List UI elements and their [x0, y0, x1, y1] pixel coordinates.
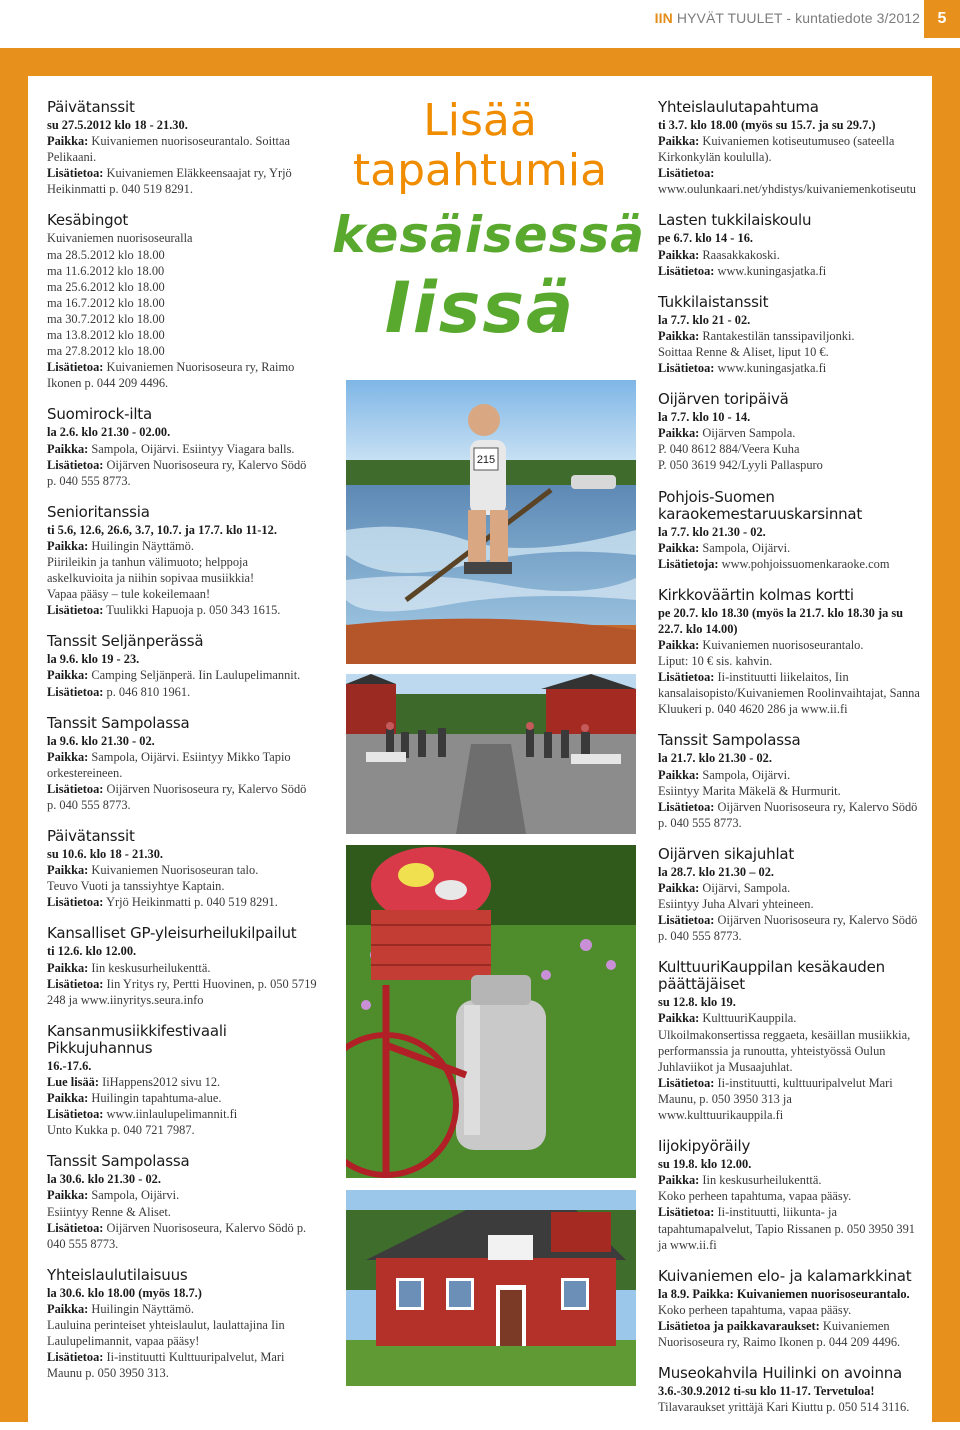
- detail-text: Ii-instituutti, kulttuuripalvelut Mari Maunu, p. 050 3950 313 ja www.kulttuurikauppila.fi: [658, 1075, 893, 1123]
- event-block: [658, 391, 920, 473]
- event-title: Museokahvila Huilinki on avoinna: [658, 1364, 903, 1383]
- event-detail-line: [47, 230, 317, 246]
- detail-label: Paikka:: [47, 1091, 89, 1106]
- event-detail-line: [47, 586, 317, 602]
- detail-text: Huilingin Näyttämö.: [88, 538, 194, 553]
- event-detail-line: [47, 749, 317, 781]
- event-detail-line: [658, 783, 920, 799]
- event-block: [47, 1267, 317, 1382]
- detail-label: Lisätietoa:: [47, 1350, 104, 1365]
- headline-line-3: kesäisessä: [332, 206, 645, 264]
- detail-label: Lisätietoa:: [658, 263, 715, 278]
- detail-label: Paikka:: [658, 426, 700, 441]
- event-detail-line: [47, 441, 317, 457]
- event-title: Tukkilaistanssit: [658, 292, 769, 311]
- event-detail-line: [658, 637, 920, 653]
- publication-title: [655, 10, 920, 26]
- detail-text: Kuivaniemen nuorisoseuralla: [47, 231, 193, 246]
- event-title: Pohjois-Suomen karaokemestaruuskarsinnat: [658, 487, 863, 523]
- event-title: Iijokipyöräily: [658, 1137, 751, 1156]
- detail-label: Lisätietoa:: [658, 1205, 715, 1220]
- detail-text: Camping Seljänperä. Iin Laulupelimannit.: [88, 668, 301, 683]
- event-detail-line: [47, 133, 317, 165]
- event-detail-line: [47, 343, 317, 359]
- detail-text: Esiintyy Marita Mäkelä & Hurmurit.: [658, 783, 841, 798]
- event-title: KulttuuriKauppilan kesäkauden päättäjäiset: [658, 958, 885, 994]
- event-block: [47, 828, 317, 910]
- event-detail-line: [47, 538, 317, 554]
- event-title: Tanssit Sampolassa: [47, 713, 190, 732]
- detail-text: Sampola, Oijärvi. Esiintyy Mikko Tapio orkestereineen.: [47, 749, 291, 780]
- event-detail-line: [658, 799, 920, 831]
- detail-text: Vapaa pääsy – tule kokeilemaan!: [47, 587, 211, 602]
- detail-label: Paikka:: [47, 1188, 89, 1203]
- event-detail-line: [47, 684, 317, 700]
- detail-text: Huilingin Näyttämö.: [88, 1301, 194, 1316]
- detail-label: Paikka:: [47, 668, 89, 683]
- event-date: su 10.6. klo 18 - 21.30.: [47, 847, 164, 862]
- detail-label: Paikka:: [47, 1301, 89, 1316]
- detail-label: Paikka:: [47, 749, 89, 764]
- detail-text: Raasakkakoski.: [699, 247, 780, 262]
- event-block: [658, 846, 920, 944]
- event-date: la 7.7. klo 21.30 - 02.: [658, 524, 766, 539]
- detail-text: Yrjö Heikinmatti p. 040 519 8291.: [103, 895, 278, 910]
- event-detail-line: [47, 781, 317, 813]
- detail-text: ma 25.6.2012 klo 18.00: [47, 279, 165, 294]
- detail-text: www.oulunkaari.net/yhdistys/kuivaniemenkotiseutu: [658, 182, 916, 197]
- log-rolling-photo: [346, 380, 636, 664]
- detail-label: Paikka:: [658, 637, 700, 652]
- event-detail-line: [47, 279, 317, 295]
- event-block: [47, 1153, 317, 1251]
- event-date: ti 12.6. klo 12.00.: [47, 944, 137, 959]
- detail-text: www.iinlaulupelimannit.fi: [103, 1107, 238, 1122]
- event-detail-line: [47, 311, 317, 327]
- event-detail-line: [47, 327, 317, 343]
- headline-line-1: Lisää: [423, 95, 537, 146]
- event-title: Yhteislaulutilaisuus: [47, 1265, 188, 1284]
- detail-text: Ii-instituutti Kulttuuripalvelut, Mari Maunu p. 050 3950 313.: [47, 1350, 285, 1381]
- detail-label: Paikka:: [658, 540, 700, 555]
- detail-text: Oijärvi, Sampola.: [699, 881, 791, 895]
- event-title: Kesäbingot: [47, 211, 129, 230]
- event-detail-line: [47, 247, 317, 263]
- detail-text: p. 046 810 1961.: [103, 684, 191, 699]
- detail-label: Lisätietoa:: [658, 1075, 715, 1090]
- event-detail-line: [47, 894, 317, 910]
- detail-text: Kuivaniemen Nuorisoseuran talo.: [88, 863, 259, 878]
- event-detail-line: [658, 1204, 920, 1252]
- event-detail-line: [658, 328, 920, 344]
- detail-text: Ii-instituutti, liikunta- ja tapahtumapalvelut, Tapio Rissanen p. 050 3950 391 ja www.ii.fi: [658, 1205, 916, 1252]
- event-detail-line: [47, 1317, 317, 1349]
- detail-text: ma 13.8.2012 klo 18.00: [47, 328, 165, 343]
- detail-text: Iin keskusurheilukenttä.: [699, 1173, 822, 1188]
- event-detail-line: [47, 1187, 317, 1203]
- detail-label: Lisätietoa:: [47, 457, 104, 472]
- event-detail-line: [658, 1027, 920, 1075]
- detail-label: Paikka:: [658, 1173, 700, 1188]
- event-detail-line: [47, 862, 317, 878]
- event-block: [47, 925, 317, 1007]
- event-detail-line: [47, 1106, 317, 1122]
- detail-text: ma 28.5.2012 klo 18.00: [47, 247, 165, 262]
- detail-label: Paikka:: [658, 134, 700, 149]
- detail-text: Esiintyy Juha Alvari yhteineen.: [658, 897, 814, 912]
- detail-text: Unto Kukka p. 040 721 7987.: [47, 1123, 195, 1138]
- detail-label: Lisätietoa:: [658, 913, 715, 928]
- event-detail-line: [658, 165, 920, 197]
- event-block: [47, 633, 317, 699]
- event-date: la 9.6. klo 19 - 23.: [47, 652, 140, 667]
- right-column: [658, 99, 920, 1430]
- detail-text: ma 16.7.2012 klo 18.00: [47, 295, 165, 310]
- brand-name: IIN: [654, 10, 673, 26]
- event-block: [658, 489, 920, 572]
- event-date: su 12.8. klo 19.: [658, 995, 736, 1010]
- event-date: la 30.6. klo 18.00 (myös 18.7.): [47, 1285, 202, 1300]
- detail-label: Paikka:: [658, 247, 700, 262]
- detail-label: Paikka:: [658, 881, 700, 895]
- detail-label: Paikka:: [658, 767, 700, 782]
- event-detail-line: [658, 1172, 920, 1188]
- event-detail-line: [658, 247, 920, 263]
- detail-label: Lisätietoa:: [658, 799, 715, 814]
- headline: [332, 95, 645, 349]
- detail-text: Kuivaniemen Nuorisoseura ry, Raimo Ikonen p. 044 209 4496.: [47, 360, 295, 391]
- event-detail-line: [658, 896, 920, 912]
- detail-text: Rantakestilän tanssipaviljonki.: [699, 328, 855, 343]
- headline-line-4: Iissä: [384, 267, 576, 349]
- detail-label: Paikka:: [47, 538, 89, 553]
- detail-label: Lisätietoa:: [47, 1220, 104, 1235]
- detail-text: P. 050 3619 942/Lyyli Pallaspuro: [658, 458, 823, 473]
- event-detail-line: [658, 1075, 920, 1123]
- detail-text: Oijärven Nuorisoseura ry, Kalervo Södö p. 040 555 8773.: [47, 457, 307, 488]
- event-detail-line: [47, 1349, 317, 1381]
- event-title: Tanssit Sampolassa: [47, 1152, 190, 1171]
- event-date: la 28.7. klo 21.30 – 02.: [658, 864, 774, 879]
- left-column: [47, 99, 317, 1396]
- event-date: su 27.5.2012 klo 18 - 21.30.: [47, 118, 188, 132]
- detail-text: www.pohjoissuomenkaraoke.com: [718, 556, 890, 571]
- event-detail-line: [47, 1220, 317, 1252]
- detail-text: Ulkoilmakonsertissa reggaeta, kesäillan musiikkia, performanssia ja runoutta, yhteistyössä Oulun Juhlaviikot ja Musaajuhlat.: [658, 1027, 911, 1074]
- detail-text: Oijärven Nuorisoseura ry, Kalervo Södö p. 040 555 8773.: [47, 781, 307, 812]
- detail-label: Lue lisää:: [47, 1074, 99, 1089]
- detail-label: Lisätietoa ja paikkavaraukset:: [658, 1318, 820, 1333]
- publication-subtitle: - kuntatiedote 3/2012: [786, 10, 920, 26]
- bib-number: 215: [476, 454, 496, 466]
- event-title: Kansalliset GP-yleisurheilukilpailut: [47, 924, 297, 943]
- event-detail-line: [47, 1301, 317, 1317]
- event-date: 16.-17.6.: [47, 1058, 92, 1073]
- detail-label: Lisätietoa:: [47, 1107, 104, 1122]
- detail-text: ma 30.7.2012 klo 18.00: [47, 311, 165, 326]
- event-detail-line: [658, 1302, 920, 1318]
- detail-label: Lisätietoa:: [47, 603, 104, 618]
- detail-text: Tuulikki Hapuoja p. 050 343 1615.: [103, 603, 281, 618]
- detail-label: Lisätietoja:: [658, 556, 719, 571]
- event-detail-line: [47, 457, 317, 489]
- event-title: Kuivaniemen elo- ja kalamarkkinat: [658, 1266, 912, 1285]
- detail-label: Lisätietoa:: [47, 895, 104, 910]
- event-title: Päivätanssit: [47, 98, 135, 116]
- event-title: Kansanmusiikkifestivaali Pikkujuhannus: [47, 1021, 227, 1057]
- event-title: Yhteislaulutapahtuma: [658, 98, 819, 116]
- detail-text: www.kuningasjatka.fi: [714, 263, 827, 278]
- detail-text: Koko perheen tapahtuma, vapaa pääsy.: [658, 1189, 852, 1204]
- event-date: la 21.7. klo 21.30 - 02.: [658, 751, 772, 766]
- detail-text: Tilavaraukset yrittäjä Kari Kiuttu p. 050 514 3116.: [658, 1400, 910, 1415]
- detail-text: Liput: 10 € sis. kahvin.: [658, 654, 773, 669]
- detail-text: Sampola, Oijärvi.: [699, 540, 791, 555]
- event-date: la 2.6. klo 21.30 - 02.00.: [47, 425, 171, 440]
- market-crowd-photo: [346, 674, 636, 834]
- detail-text: Iin Yritys ry, Pertti Huovinen, p. 050 5719 248 ja www.iinyritys.seura.info: [47, 976, 317, 1007]
- event-detail-line: [47, 602, 317, 618]
- detail-label: Paikka:: [47, 960, 89, 975]
- event-detail-line: [47, 165, 317, 197]
- detail-label: Paikka:: [47, 441, 89, 456]
- event-date: ti 5.6, 12.6, 26.6, 3.7, 10.7. ja 17.7. klo 11-12.: [47, 522, 277, 537]
- event-detail-line: [658, 1010, 920, 1026]
- detail-text: Koko perheen tapahtuma, vapaa pääsy.: [658, 1302, 852, 1317]
- bicycle-flowers-photo: [346, 845, 636, 1178]
- event-title: Senioritanssia: [47, 502, 150, 521]
- red-house-photo: [346, 1190, 636, 1386]
- page-header: [0, 0, 960, 38]
- page-number: 5: [924, 0, 960, 38]
- event-detail-line: [658, 767, 920, 783]
- event-block: [658, 587, 920, 718]
- event-block: [47, 406, 317, 488]
- detail-text: Oijärven Sampola.: [699, 426, 796, 441]
- event-block: [658, 99, 920, 197]
- event-detail-line: [47, 878, 317, 894]
- detail-text: Sampola, Oijärvi.: [699, 767, 791, 782]
- event-detail-line: [47, 960, 317, 976]
- event-date: pe 20.7. klo 18.30 (myös la 21.7. klo 18.30 ja su 22.7. klo 14.00): [658, 605, 904, 636]
- detail-text: Oijärven Nuorisoseura, Kalervo Södö p. 040 555 8773.: [47, 1220, 307, 1251]
- event-detail-line: [658, 912, 920, 944]
- event-date: pe 6.7. klo 14 - 16.: [658, 231, 753, 246]
- event-detail-line: [658, 133, 920, 165]
- detail-text: Oijärven Nuorisoseura ry, Kalervo Södö p. 040 555 8773.: [658, 799, 918, 830]
- detail-text: Kuivaniemen nuorisoseurantalo. Soittaa Pelikaani.: [47, 134, 290, 165]
- event-detail-line: [658, 540, 920, 556]
- detail-text: Kuivaniemen Nuorisoseura ry, Raimo Ikonen p. 044 209 4496.: [658, 1318, 901, 1349]
- event-date: la 7.7. klo 10 - 14.: [658, 410, 751, 425]
- event-block: [658, 732, 920, 830]
- event-title: Kirkkoväärtin kolmas kortti: [658, 585, 854, 604]
- detail-label: Lisätietoa:: [47, 976, 104, 991]
- detail-label: Lisätietoa:: [658, 166, 715, 181]
- event-block: [47, 99, 317, 197]
- event-detail-line: [658, 441, 920, 457]
- event-block: [658, 959, 920, 1123]
- event-date: su 19.8. klo 12.00.: [658, 1157, 752, 1172]
- event-block: [658, 1365, 920, 1415]
- detail-text: Sampola, Oijärvi. Esiintyy Viagara balls.: [88, 441, 295, 456]
- event-detail-line: [47, 263, 317, 279]
- detail-text: Soittaa Renne & Aliset, liput 10 €.: [658, 344, 829, 359]
- event-date: la 7.7. klo 21 - 02.: [658, 312, 751, 327]
- detail-text: Iin keskusurheilukenttä.: [88, 960, 211, 975]
- detail-text: Piirileikin ja tanhun välimuoto; helppoja askelkuvioita ja niihin sopivaa musiikkia!: [47, 554, 255, 586]
- event-title: Päivätanssit: [47, 827, 135, 846]
- event-detail-line: [47, 359, 317, 391]
- event-detail-line: [47, 667, 317, 683]
- event-date: la 9.6. klo 21.30 - 02.: [47, 733, 155, 748]
- event-detail-line: [47, 1204, 317, 1220]
- event-block: [658, 1268, 920, 1350]
- event-date: la 30.6. klo 21.30 - 02.: [47, 1172, 161, 1187]
- detail-text: Esiintyy Renne & Aliset.: [47, 1204, 171, 1219]
- event-block: [658, 294, 920, 376]
- event-block: [47, 504, 317, 619]
- detail-label: Lisätietoa:: [47, 360, 104, 375]
- detail-label: Lisätietoa:: [658, 670, 715, 685]
- event-detail-line: [658, 669, 920, 717]
- event-title: Tanssit Sampolassa: [658, 731, 801, 750]
- detail-text: Ii-instituutti liikelaitos, Iin kansalaisopisto/Kuivaniemen Roolinvaihtajat, Sanna Kluukeri p. 040 4620 286 ja www.ii.fi: [658, 670, 920, 717]
- detail-text: Lauluina perinteiset yhteislaulut, laulattajina Iin Laulupelimannit, vapaa pääsy!: [47, 1317, 285, 1349]
- detail-label: Lisätietoa:: [47, 684, 104, 699]
- event-detail-line: [47, 1074, 317, 1090]
- headline-line-2: tapahtumia: [352, 145, 608, 196]
- detail-text: ma 27.8.2012 klo 18.00: [47, 344, 165, 359]
- event-detail-line: [658, 653, 920, 669]
- event-detail-line: [658, 263, 920, 279]
- event-detail-line: [658, 360, 920, 376]
- event-detail-line: [47, 1122, 317, 1138]
- detail-label: Lisätietoa:: [658, 361, 715, 376]
- detail-text: Kuivaniemen Eläkkeensaajat ry, Yrjö Heikinmatti p. 040 519 8291.: [47, 166, 292, 197]
- publication-name: HYVÄT TUULET: [676, 10, 783, 26]
- detail-text: Kuivaniemen kotiseutumuseo (sateella Kirkonkylän koululla).: [658, 134, 895, 165]
- event-block: [658, 1138, 920, 1253]
- detail-label: Paikka:: [658, 328, 700, 343]
- detail-label: Paikka:: [47, 863, 89, 878]
- event-detail-line: [658, 1188, 920, 1204]
- detail-text: Teuvo Vuoti ja tanssiyhtye Kaptain.: [47, 879, 225, 894]
- event-detail-line: [658, 457, 920, 473]
- event-detail-line: [658, 880, 920, 896]
- detail-text: Oijärven Nuorisoseura ry, Kalervo Södö p. 040 555 8773.: [658, 913, 918, 944]
- detail-text: Huilingin tapahtuma-alue.: [88, 1091, 222, 1106]
- event-block: [47, 1023, 317, 1138]
- event-title: Lasten tukkilaiskoulu: [658, 211, 812, 230]
- detail-text: www.kuningasjatka.fi: [714, 361, 827, 376]
- detail-text: P. 040 8612 884/Veera Kuha: [658, 442, 800, 457]
- detail-label: Paikka:: [47, 134, 89, 149]
- event-title: Tanssit Seljänperässä: [47, 632, 204, 651]
- event-detail-line: [658, 556, 920, 572]
- detail-label: Lisätietoa:: [47, 781, 104, 796]
- detail-text: IiHappens2012 sivu 12.: [98, 1074, 221, 1089]
- event-detail-line: [658, 1399, 920, 1415]
- detail-text: Kuivaniemen nuorisoseurantalo.: [699, 637, 864, 652]
- detail-text: KulttuuriKauppila.: [699, 1011, 797, 1026]
- event-detail-line: [47, 976, 317, 1008]
- detail-text: ma 11.6.2012 klo 18.00: [47, 263, 165, 278]
- event-date: la 8.9. Paikka: Kuivaniemen nuorisoseurantalo.: [658, 1286, 910, 1301]
- detail-label: Paikka:: [658, 1011, 700, 1026]
- event-detail-line: [47, 295, 317, 311]
- event-detail-line: [47, 554, 317, 586]
- event-title: Suomirock-ilta: [47, 405, 152, 424]
- event-detail-line: [658, 1318, 920, 1350]
- detail-text: Sampola, Oijärvi.: [88, 1188, 180, 1203]
- event-block: [47, 212, 317, 391]
- event-detail-line: [658, 344, 920, 360]
- event-title: Oijärven sikajuhlat: [658, 844, 795, 863]
- event-block: [658, 212, 920, 278]
- event-date: ti 3.7. klo 18.00 (myös su 15.7. ja su 29.7.): [658, 118, 876, 132]
- event-date: 3.6.-30.9.2012 ti-su klo 11-17. Tervetuloa!: [658, 1384, 875, 1399]
- event-detail-line: [47, 1090, 317, 1106]
- event-block: [47, 715, 317, 813]
- event-detail-line: [658, 425, 920, 441]
- detail-label: Lisätietoa:: [47, 166, 104, 181]
- event-title: Oijärven toripäivä: [658, 390, 789, 409]
